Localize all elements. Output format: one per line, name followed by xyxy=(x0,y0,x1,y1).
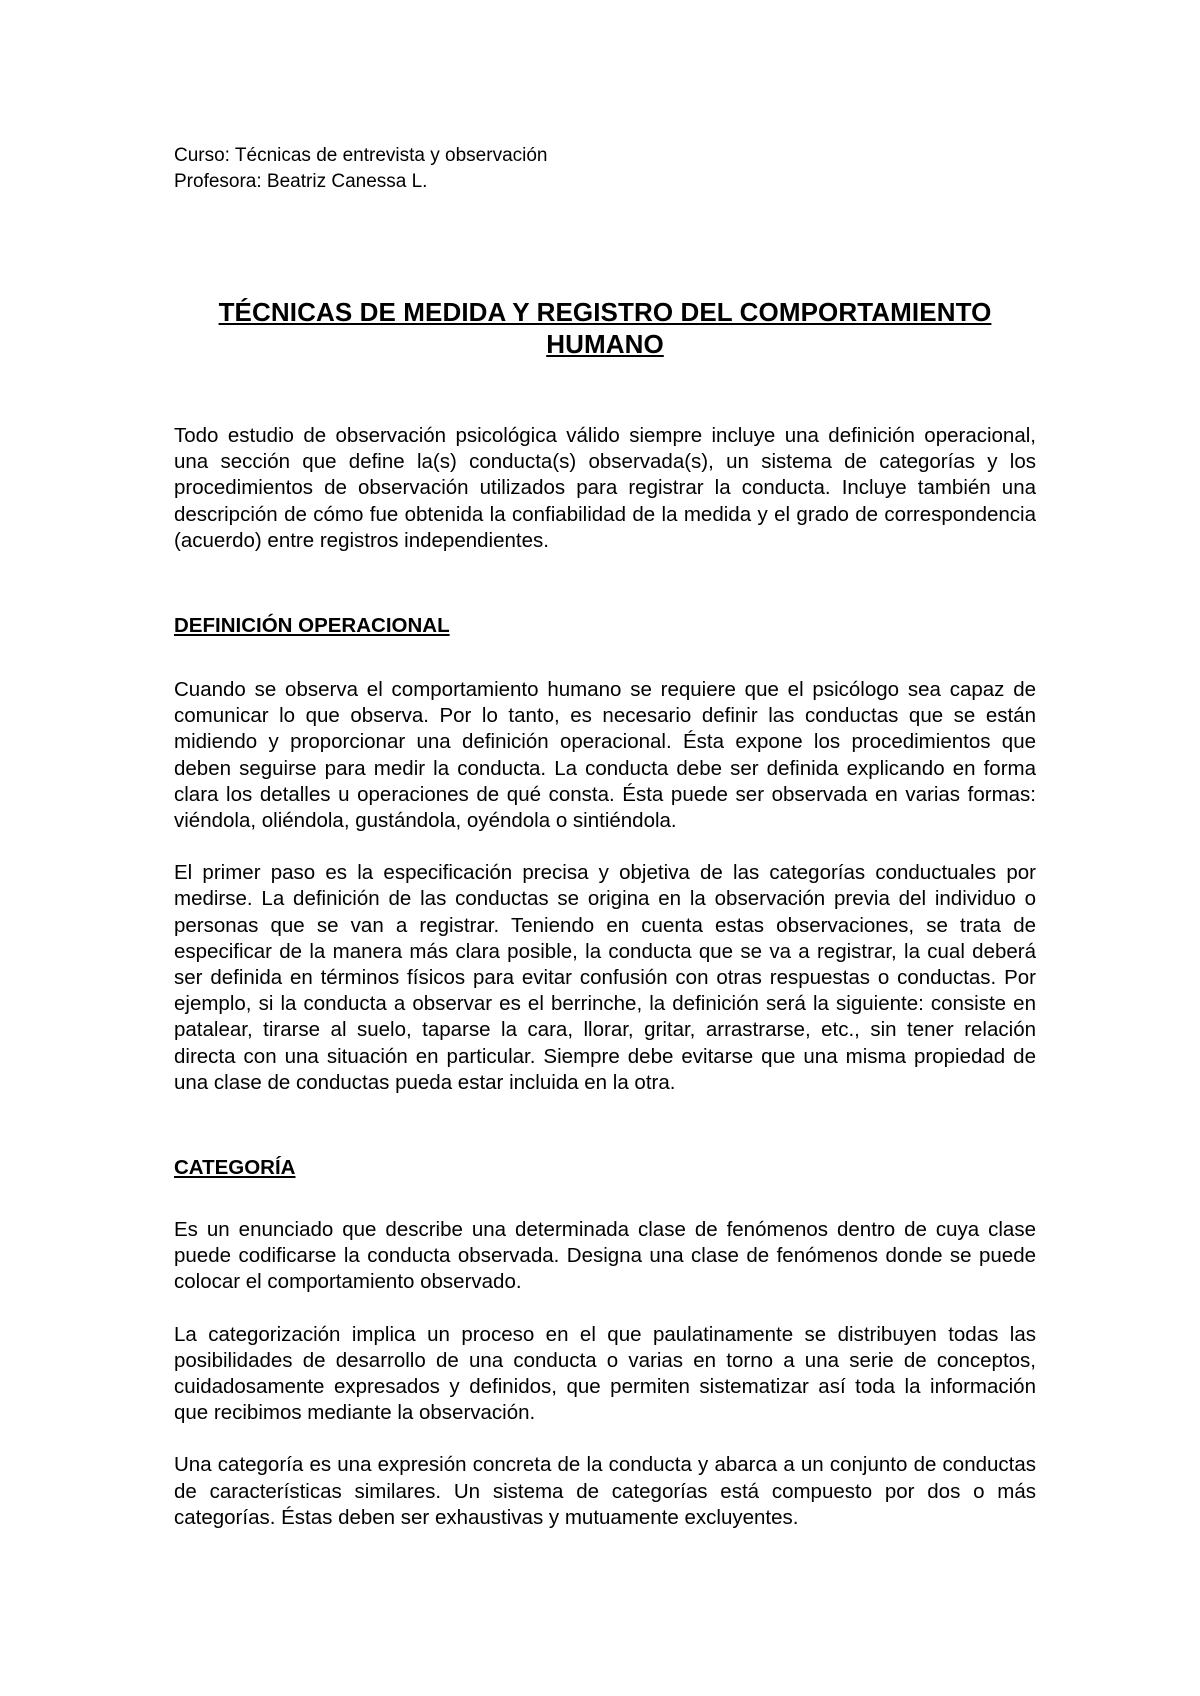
title-line-2: HUMANO xyxy=(546,329,664,359)
course-line: Curso: Técnicas de entrevista y observación xyxy=(174,145,548,166)
categoria-paragraph-2: La categorización implica un proceso en el que paulatinamente se distribuyen todas las posibilidades de desarrollo de una conducta o varias en torno a una serie de conceptos, cuidadosamente expresados y definidos, que permiten sistematizar así toda la información que recibimos mediante la observación. xyxy=(174,1322,1036,1425)
teacher-line: Profesora: Beatriz Canessa L. xyxy=(174,171,428,192)
heading-categoria: CATEGORÍA xyxy=(174,1156,296,1180)
title-line-1: TÉCNICAS DE MEDIDA Y REGISTRO DEL COMPORTAMIENTO xyxy=(218,297,992,327)
heading-definicion-operacional: DEFINICIÓN OPERACIONAL xyxy=(174,614,450,638)
document-content xyxy=(174,143,1036,1531)
intro-paragraph: Todo estudio de observación psicológica válido siempre incluye una definición operacional, una sección que define la(s) conducta(s) observada(s), un sistema de categorías y los procedimientos de observación utilizados para registrar la conducta. Incluye también una descripción de cómo fue obtenida la confiabilidad de la medida y el grado de correspondencia (acuerdo) entre registros independientes. xyxy=(174,424,1036,552)
definicion-paragraph-1: Cuando se observa el comportamiento humano se requiere que el psicólogo sea capaz de comunicar lo que observa. Por lo tanto, es necesario definir las conductas que se están midiendo y proporcionar una definición operacional. Ésta expone los procedimientos que deben seguirse para medir la conducta. La conducta debe ser definida explicando en forma clara los detalles u operaciones de qué consta. Ésta puede ser observada en varias formas: viéndola, oliéndola, gustándola, oyéndola o sintiéndola. xyxy=(174,678,1036,833)
definicion-paragraph-2: El primer paso es la especificación precisa y objetiva de las categorías conductuales por medirse. La definición de las conductas se origina en la observación previa del individuo o personas que se van a registrar. Teniendo en cuenta estas observaciones, se trata de especificar de la manera más clara posible, la conducta que se va a registrar, la cual deberá ser definida en términos físicos para evitar confusión con otras respuestas o conductas. Por ejemplo, si la conducta a observar es el berrinche, la definición será la siguiente: consiste en patalear, tirarse al suelo, taparse la cara, llorar, gritar, arrastrarse, etc., sin tener relación directa con una situación en particular. Siempre debe evitarse que una misma propiedad de una clase de conductas pueda estar incluida en la otra. xyxy=(174,861,1036,1094)
document-title xyxy=(174,296,1036,360)
categoria-paragraph-3: Una categoría es una expresión concreta de la conducta y abarca a un conjunto de conductas de características similares. Un sistema de categorías está compuesto por dos o más categorías. Éstas deben ser exhaustivas y mutuamente excluyentes. xyxy=(174,1453,1036,1529)
categoria-paragraph-1: Es un enunciado que describe una determinada clase de fenómenos dentro de cuya clase puede codificarse la conducta observada. Designa una clase de fenómenos donde se puede colocar el comportamiento observado. xyxy=(174,1218,1036,1294)
